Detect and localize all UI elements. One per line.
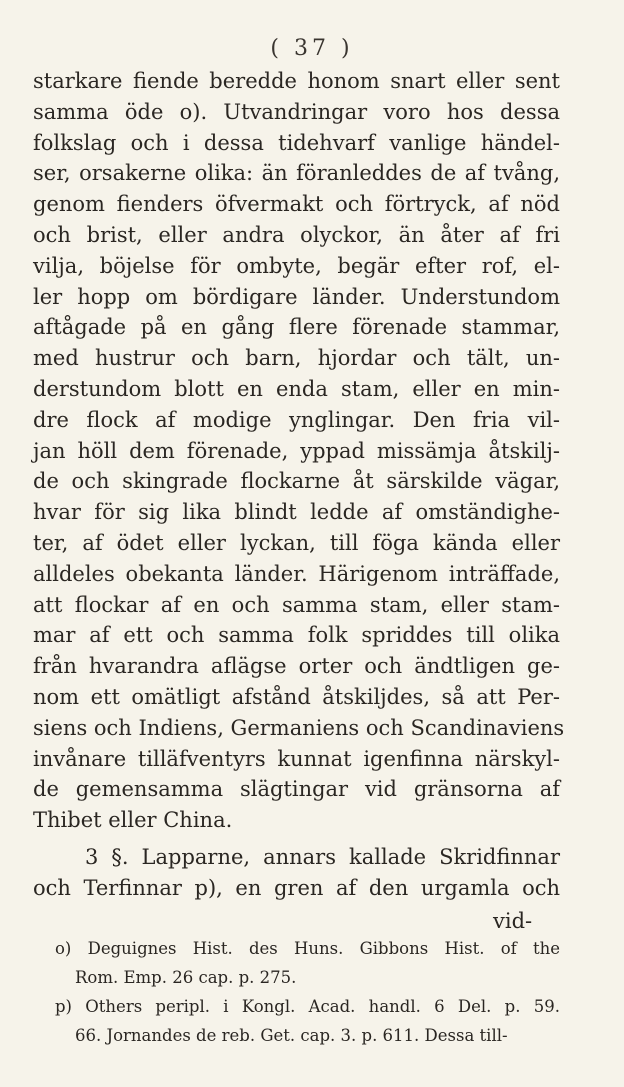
text-line: alldeles obekanta länder. Härigenom inträffade, [33, 561, 560, 586]
text-line: jan höll dem förenade, yppad missämja åtskilj- [33, 438, 560, 463]
text-line: nom ett omätligt afstånd åtskiljdes, så att Per- [33, 684, 560, 709]
text-line: folkslag och i dessa tidehvarf vanlige händel- [33, 130, 560, 155]
text-line: med hustrur och barn, hjordar och tält, un- [33, 346, 560, 371]
text-line: dre flock af modige ynglingar. Den fria vil- [33, 407, 560, 432]
text-line: och brist, eller andra olyckor, än åter af fri [33, 222, 560, 247]
text-line: derstundom blott en enda stam, eller en min- [33, 376, 560, 401]
text-line: aftågade på en gång flere förenade stammar, [33, 315, 560, 340]
paragraph-1 [33, 66, 565, 836]
footnotes [33, 934, 560, 1050]
text-line: hvar för sig lika blindt ledde af omständighe- [33, 500, 560, 525]
text-line: ter, af ödet eller lyckan, till föga kända eller [33, 530, 560, 555]
text-line: ler hopp om bördigare länder. Understundom [33, 284, 560, 309]
text-line: de gemensamma slägtingar vid gränsorna af [33, 777, 560, 802]
text-line: ser, orsakerne olika: än föranleddes de af tvång, [33, 161, 560, 186]
page-number: ( 37 ) [270, 36, 354, 61]
text-line: vilja, böjelse för ombyte, begär efter rof, el- [33, 253, 560, 278]
text-line: siens och Indiens, Germaniens och Scandinaviens [33, 715, 565, 740]
text-line: Thibet eller China. [33, 808, 233, 833]
text-line: de och skingrade flockarne åt särskilde vägar, [33, 469, 560, 494]
text-line: mar af ett och samma folk spriddes till olika [33, 623, 560, 648]
catchword: vid- [493, 909, 533, 933]
text-line: starkare fiende beredde honom snart eller sent [33, 69, 560, 93]
paragraph-2 [33, 842, 560, 904]
text-line: från hvarandra aflägse orter och ändtligen ge- [33, 654, 560, 679]
footnote-line: Rom. Emp. 26 cap. p. 275. [75, 968, 297, 987]
footnote-line: 66. Jornandes de reb. Get. cap. 3. p. 611. Dessa till- [75, 1026, 508, 1045]
text-line: 3 §. Lapparne, annars kallade Skridfinnar [85, 845, 560, 869]
text-line: samma öde o). Utvandringar voro hos dessa [33, 99, 560, 124]
text-line: och Terfinnar p), en gren af den urgamla och [33, 875, 560, 900]
text-line: invånare tilläfventyrs kunnat igenfinna närskyl- [33, 746, 560, 771]
footnote-line: o) Deguignes Hist. des Huns. Gibbons Hist. of the [55, 939, 560, 958]
text-line: att flockar af en och samma stam, eller stam- [33, 592, 560, 617]
footnote-line: p) Others peripl. i Kongl. Acad. handl. 6 Del. p. 59. [55, 997, 560, 1016]
text-line: genom fienders öfvermakt och förtryck, af nöd [33, 192, 560, 217]
